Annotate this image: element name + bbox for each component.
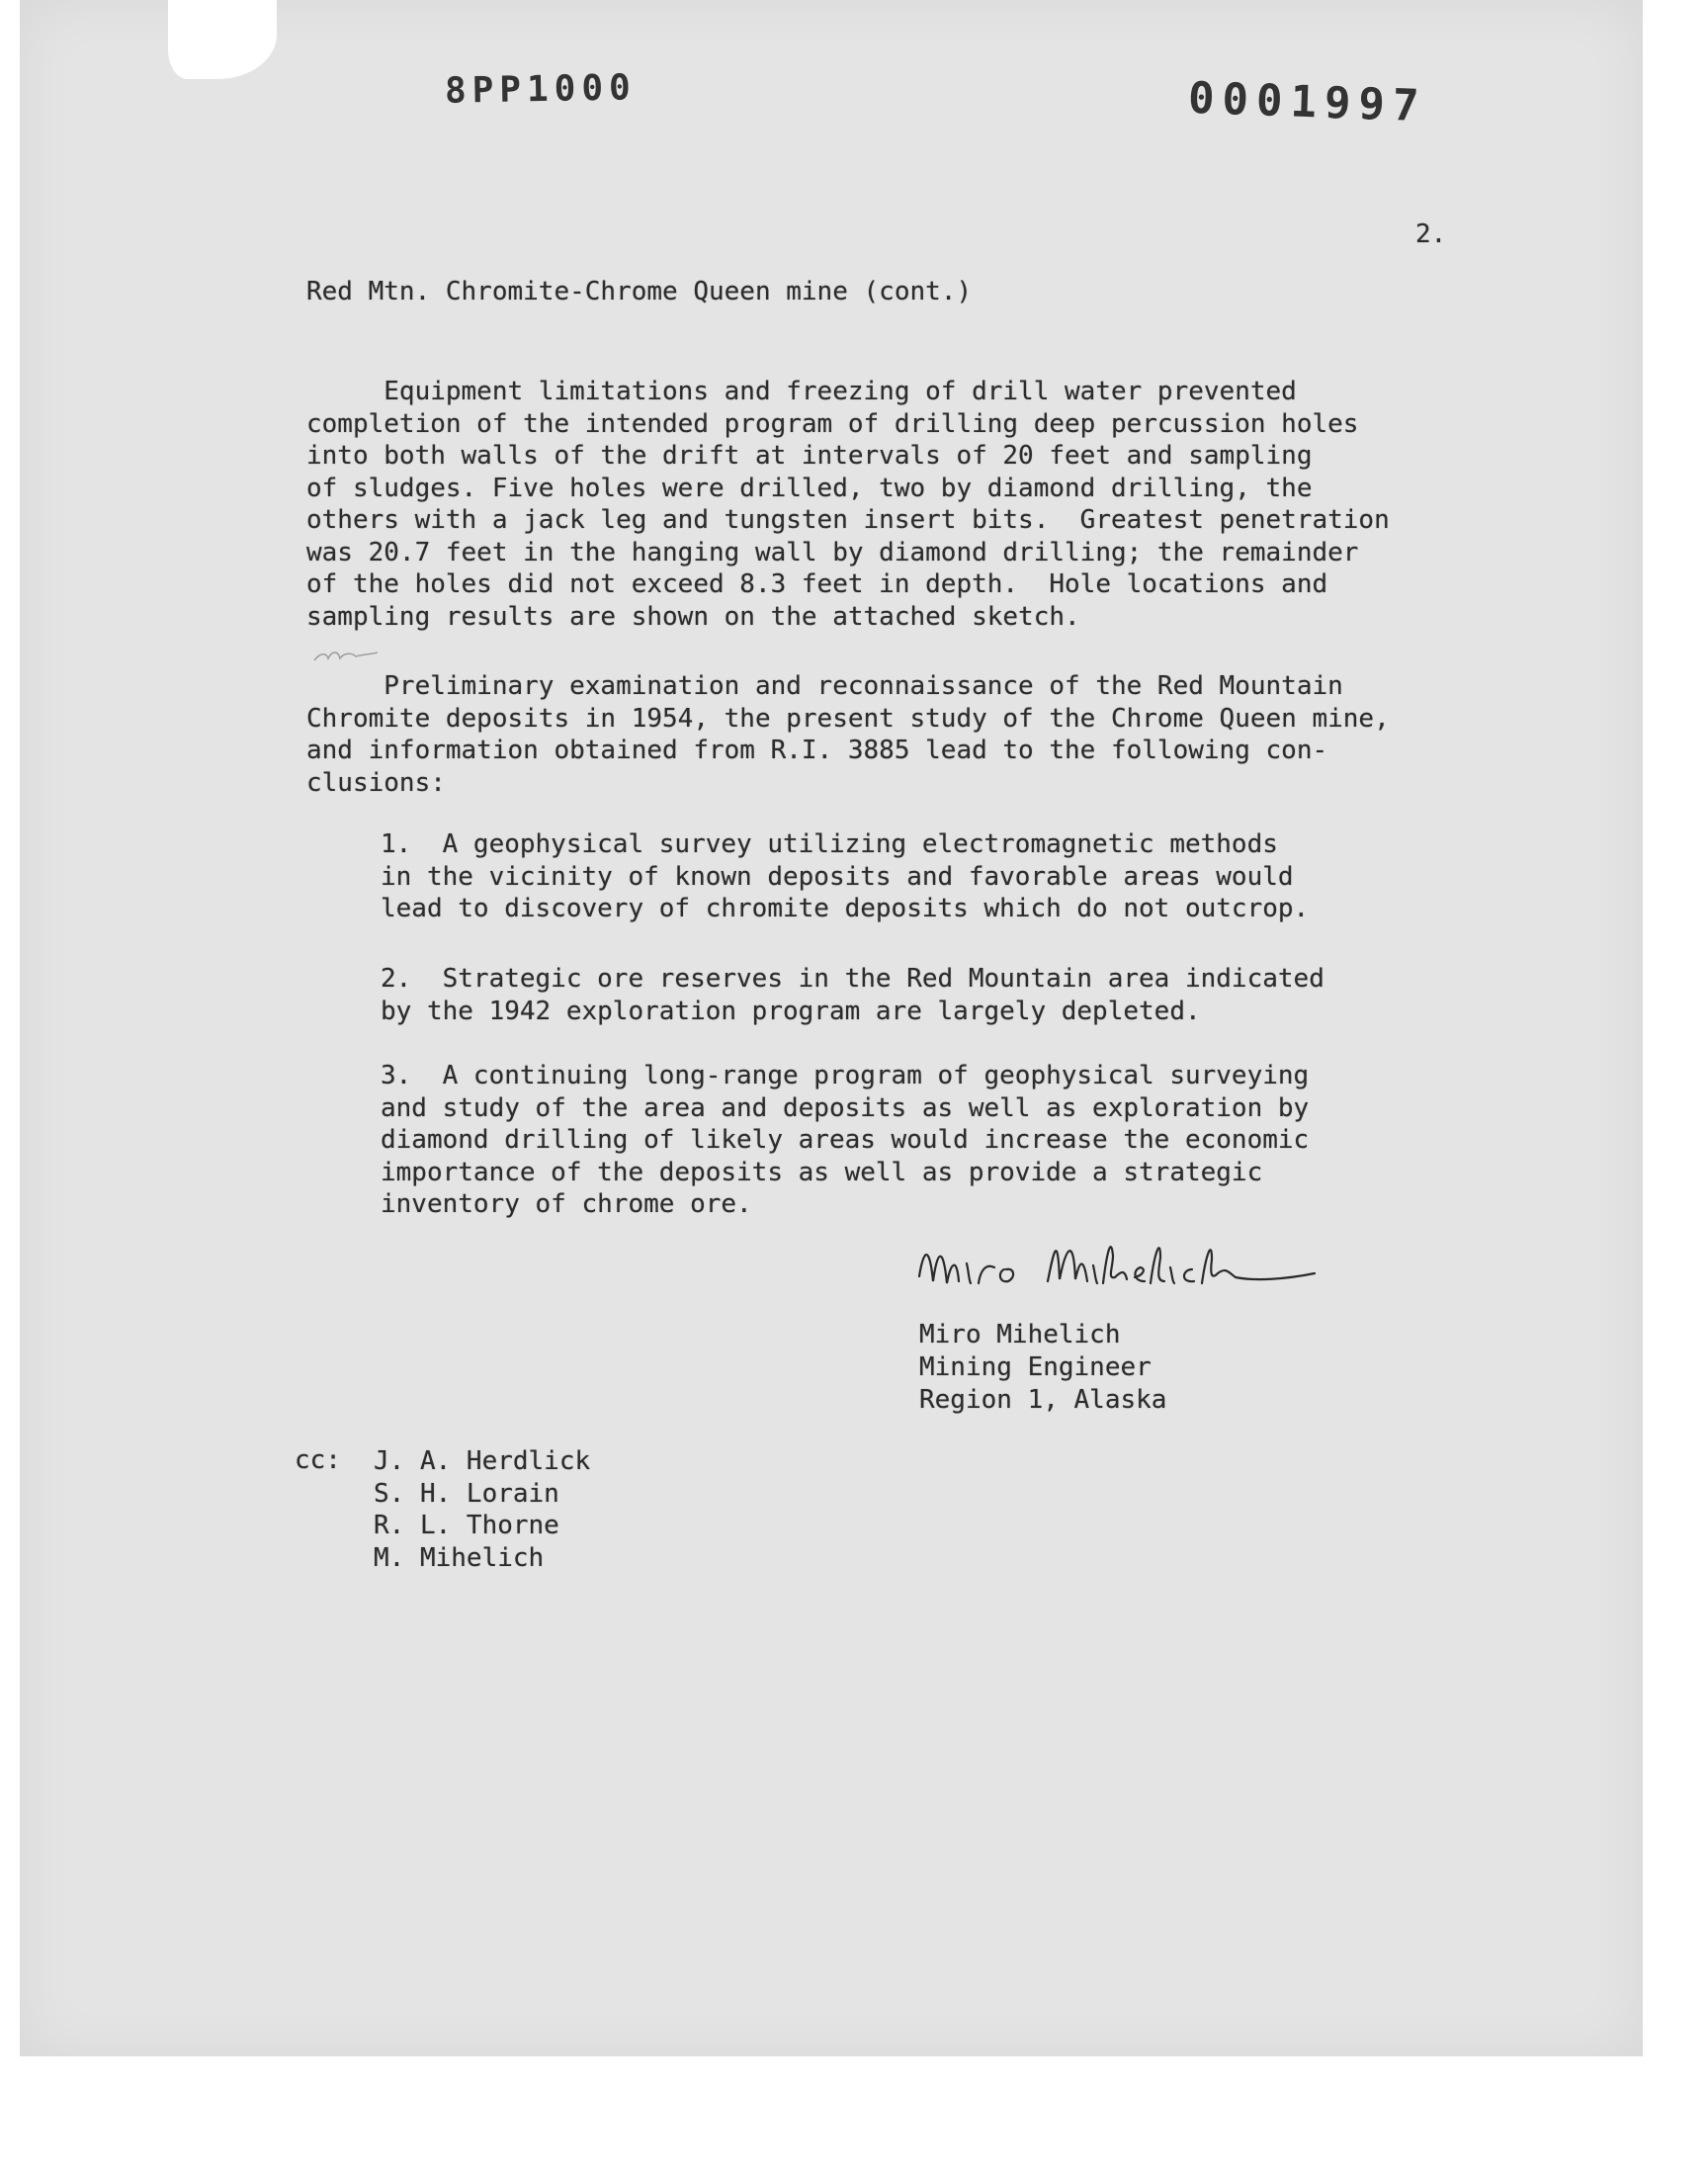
- paragraph-1-line: sampling results are shown on the attached sketch.: [306, 601, 1080, 632]
- conclusion-line: 1. A geophysical survey utilizing electromagnetic methods: [381, 829, 1278, 859]
- paragraph-1-line: others with a jack leg and tungsten insert bits. Greatest penetration: [306, 505, 1390, 535]
- paragraph-1-line: of sludges. Five holes were drilled, two by diamond drilling, the: [306, 473, 1313, 503]
- pencil-mark: [312, 647, 382, 666]
- paragraph-1-line: into both walls of the drift at intervals of 20 feet and sampling: [306, 441, 1313, 471]
- conclusion-line: inventory of chrome ore.: [381, 1189, 752, 1219]
- paragraph-1-line: was 20.7 feet in the hanging wall by diamond drilling; the remainder: [306, 537, 1359, 567]
- paragraph-1-line: Equipment limitations and freezing of drill water prevented: [306, 377, 1297, 406]
- signer-title: Mining Engineer: [919, 1352, 1152, 1382]
- paragraph-1-line: completion of the intended program of drilling deep percussion holes: [306, 408, 1359, 439]
- signer-name: Miro Mihelich: [919, 1320, 1121, 1349]
- conclusion-line: 3. A continuing long-range program of geophysical surveying: [381, 1061, 1310, 1090]
- cc-label: cc:: [295, 1445, 341, 1475]
- conclusion-1: [381, 828, 1309, 925]
- conclusion-line: 2. Strategic ore reserves in the Red Mountain area indicated: [381, 964, 1324, 994]
- paragraph-1-line: of the holes did not exceed 8.3 feet in depth. Hole locations and: [306, 569, 1328, 599]
- stamp-left: 8PP1000: [444, 67, 638, 112]
- paragraph-2-line: and information obtained from R.I. 3885 lead to the following con-: [306, 736, 1328, 765]
- paragraph-2-line: Preliminary examination and reconnaissance of the Red Mountain: [306, 671, 1343, 701]
- cc-list: [374, 1445, 590, 1574]
- paragraph-2: [306, 670, 1390, 799]
- page-number: 2.: [1415, 219, 1447, 249]
- conclusion-line: by the 1942 exploration program are largely depleted.: [381, 996, 1201, 1026]
- conclusion-line: in the vicinity of known deposits and favorable areas would: [381, 861, 1294, 892]
- conclusion-3: [381, 1060, 1309, 1221]
- conclusion-line: importance of the deposits as well as provide a strategic: [381, 1157, 1263, 1187]
- cc-recipient: M. Mihelich: [374, 1542, 545, 1573]
- conclusion-line: diamond drilling of likely areas would increase the economic: [381, 1125, 1310, 1155]
- torn-corner: [168, 0, 277, 79]
- paragraph-1: [306, 376, 1390, 633]
- paragraph-2-line: Chromite deposits in 1954, the present study of the Chrome Queen mine,: [306, 703, 1390, 734]
- cc-recipient: S. H. Lorain: [374, 1478, 559, 1509]
- paragraph-2-line: clusions:: [306, 767, 446, 798]
- signer-region: Region 1, Alaska: [919, 1385, 1167, 1415]
- document-page: [20, 0, 1643, 2056]
- cc-recipient: J. A. Herdlick: [374, 1446, 591, 1476]
- conclusion-line: and study of the area and deposits as well as exploration by: [381, 1092, 1310, 1123]
- stamp-right: 0001997: [1187, 72, 1428, 132]
- signature-block: [919, 1319, 1166, 1417]
- conclusion-2: [381, 963, 1324, 1027]
- conclusion-line: lead to discovery of chromite deposits which do not outcrop.: [381, 894, 1310, 923]
- cc-recipient: R. L. Thorne: [374, 1511, 559, 1540]
- document-title: Red Mtn. Chromite-Chrome Queen mine (cont.): [306, 277, 973, 306]
- handwritten-signature: [909, 1222, 1344, 1331]
